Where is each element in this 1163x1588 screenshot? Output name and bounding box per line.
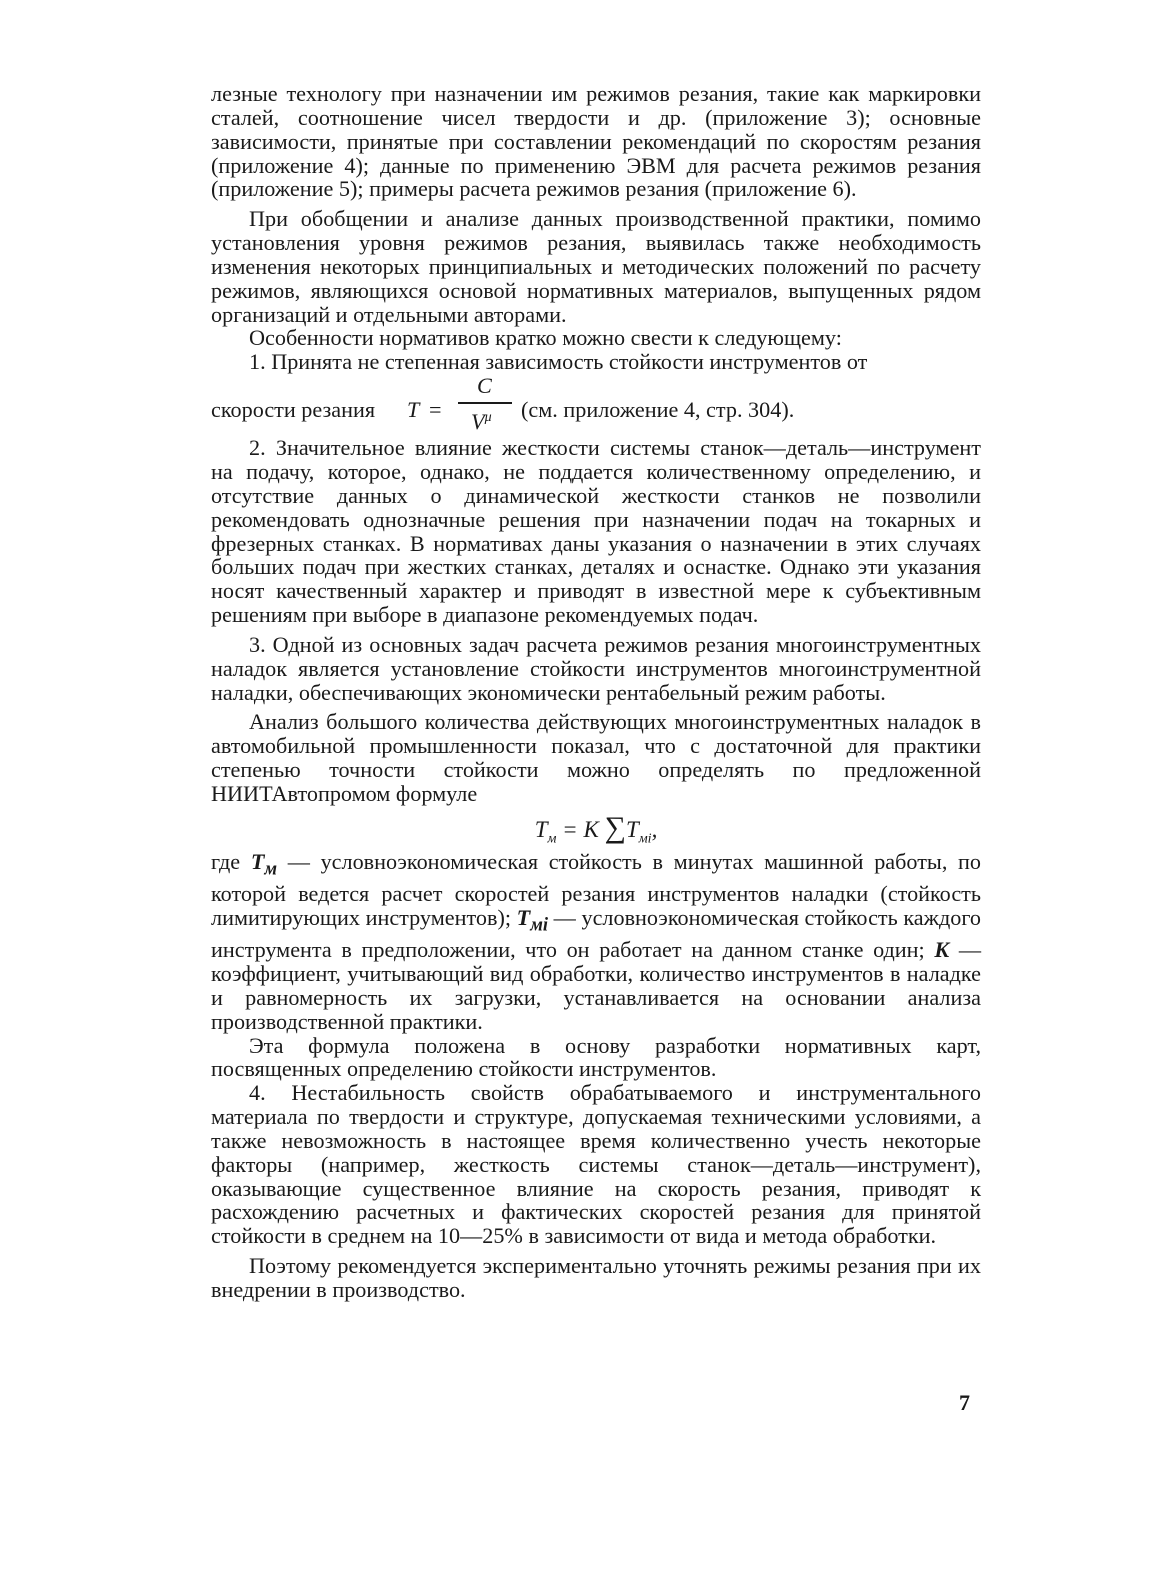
paragraph-item-1: 1. Принята не степенная зависимость стойкости инструментов от [249,349,868,375]
paragraph-definitions: где $T_м$ — условноэкономическая стойкость в минутах машинной работы, по которой ведется расчет скоростей резания инструментов наладки (стойкость лимитирующих инструментов); $T_{мi}$ — условноэкономическая стойкость каждого инструмента в предположении, что он работает на данном станке один; K — коэффициент, учитывающий вид обработки, количество инструментов в наладке и равномерность их загрузки, устанавливается на основании анализа производственной практики. [211,848,982,1034]
paragraph-features-intro: Особенности нормативов кратко можно свести к следующему: [249,325,842,351]
paragraph-item-4: 4. Нестабильность свойств обрабатываемого и инструментального материала по твердости и структуре, допускаемая техническими условиями, а также невозможность в настоящее время количественно учесть некоторые факторы (например, жесткость системы станок—деталь—инструмент), оказывающие существенное влияние на скорость резания, приводят к расхождению расчетных и фактических скоростей резания для принятой стойкости в среднем на 10—25% в зависимости от вида и метода обработки. [211,1080,981,1249]
paragraph-analysis: Анализ большого количества действующих многоинструментных наладок в автомобильной промышленности показал, что с достаточной для практики степенью точности стойкости можно определять по предложенной НИИТАвтопромом формуле [211,709,981,806]
page-number: 7 [959,1390,970,1415]
paragraph-continuation: лезные технологу при назначении им режимов резания, такие как маркировки сталей, соотношение чисел твердости и др. (приложение 3); основные зависимости, принятые при составлении рекомендаций по скоростям резания (приложение 4); данные по применению ЭВМ для расчета режимов резания (приложение 5); примеры расчета режимов резания (приложение 6). [211,81,981,202]
text-column [211,82,981,1302]
formula-equals: = [429,397,442,423]
formula-reference: (см. приложение 4, стр. 304). [521,397,795,423]
paragraph-item-3: 3. Одной из основных задач расчета режимов резания многоинструментных наладок является установление стойкости инструментов многоинструментной наладки, обеспечивающих экономически рентабельный режим работы. [211,631,981,705]
formula-numerator: C [477,373,492,399]
paragraph-generalization: При обобщении и анализе данных производственной практики, помимо установления уровня режимов резания, выявилась также необходимость изменения некоторых принципиальных и методических положений по расчету режимов, являющихся основой нормативных материалов, выпущенных рядом организаций и отдельными авторами. [211,206,981,327]
formula-lead-text: скорости резания [211,397,376,423]
formula-lhs: T [407,397,420,423]
paragraph-item-2: 2. Значительное влияние жесткости системы станок—деталь—инструмент на подачу, которое, однако, не поддается количественному определению, и отсутствие данных о динамической жесткости станков не позволили рекомендовать однозначные решения при назначении подач на токарных и фрезерных станках. В нормативах даны указания о назначении в этих случаях больших подач при жестких станках, деталях и оснастке. Однако эти указания носят качественный характер и приводят в известной мере к субъективным решениям при выборе в диапазоне рекомендуемых подач. [211,435,981,628]
formula-tool-life [211,373,981,435]
paragraph-recommendation: Поэтому рекомендуется экспериментально уточнять режимы резания при их внедрении в производство. [211,1253,981,1302]
formula-multitool: $T_м = K$ $\sum T_{мi}$, [534,810,658,847]
fraction-bar [458,402,512,404]
formula-denominator: $V^\mu$ [471,409,492,435]
paragraph-formula-basis: Эта формула положена в основу разработки нормативных карт, посвященных определению стойкости инструментов. [211,1032,981,1082]
